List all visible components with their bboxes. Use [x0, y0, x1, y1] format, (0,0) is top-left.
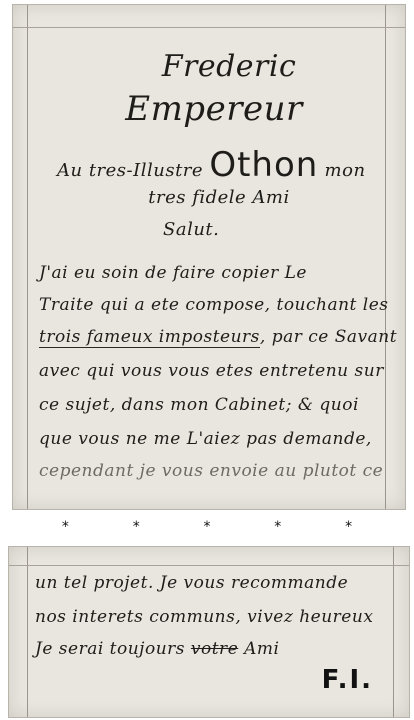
closing-line-3-tail: Ami: [238, 639, 280, 659]
address-prefix: Au tres-Illustre: [57, 160, 204, 181]
body-line-6: que vous ne me L'aiez pas demande,: [39, 429, 372, 449]
letter-page-top: [12, 4, 406, 510]
body-line-1: J'ai eu soin de faire copier Le: [39, 263, 307, 283]
address-suffix: mon: [324, 160, 366, 181]
struck-word: votre: [190, 639, 239, 659]
body-line-3-tail: , par ce Savant: [259, 327, 398, 347]
closing-line-3: [35, 639, 401, 659]
salutation: Salut.: [163, 219, 220, 240]
separator-star: *: [132, 519, 140, 535]
body-line-2: Traite qui a ete compose, touchant les: [39, 295, 389, 315]
margin-rule-left: [27, 547, 28, 717]
separator-star: *: [274, 519, 282, 535]
signature-monogram: F.I.: [321, 665, 373, 695]
heading-frederic: Frederic: [161, 49, 297, 84]
letter-page-bottom: [8, 546, 410, 718]
closing-line-1: un tel projet. Je vous recommande: [35, 573, 349, 593]
section-separator: [0, 516, 414, 538]
separator-star: *: [203, 519, 211, 535]
body-line-3: [39, 327, 397, 347]
closing-line-2: nos interets communs, vivez heureux: [35, 607, 374, 627]
separator-star: *: [61, 519, 69, 535]
addressee-name: Othon: [209, 145, 319, 185]
underlined-phrase: trois fameux imposteurs: [39, 327, 260, 347]
body-line-4: avec qui vous vous etes entretenu sur: [39, 361, 384, 381]
address-line-1: [57, 145, 405, 185]
separator-star: *: [345, 519, 353, 535]
address-line-2: tres fidele Ami: [148, 187, 290, 208]
heading-empereur: Empereur: [125, 89, 303, 129]
top-rule: [13, 27, 405, 28]
closing-line-3-head: Je serai toujours: [35, 639, 191, 659]
body-line-7: cependant je vous envoie au plutot ce: [39, 461, 384, 481]
top-rule: [9, 565, 409, 566]
body-line-5: ce sujet, dans mon Cabinet; & quoi: [39, 395, 359, 415]
